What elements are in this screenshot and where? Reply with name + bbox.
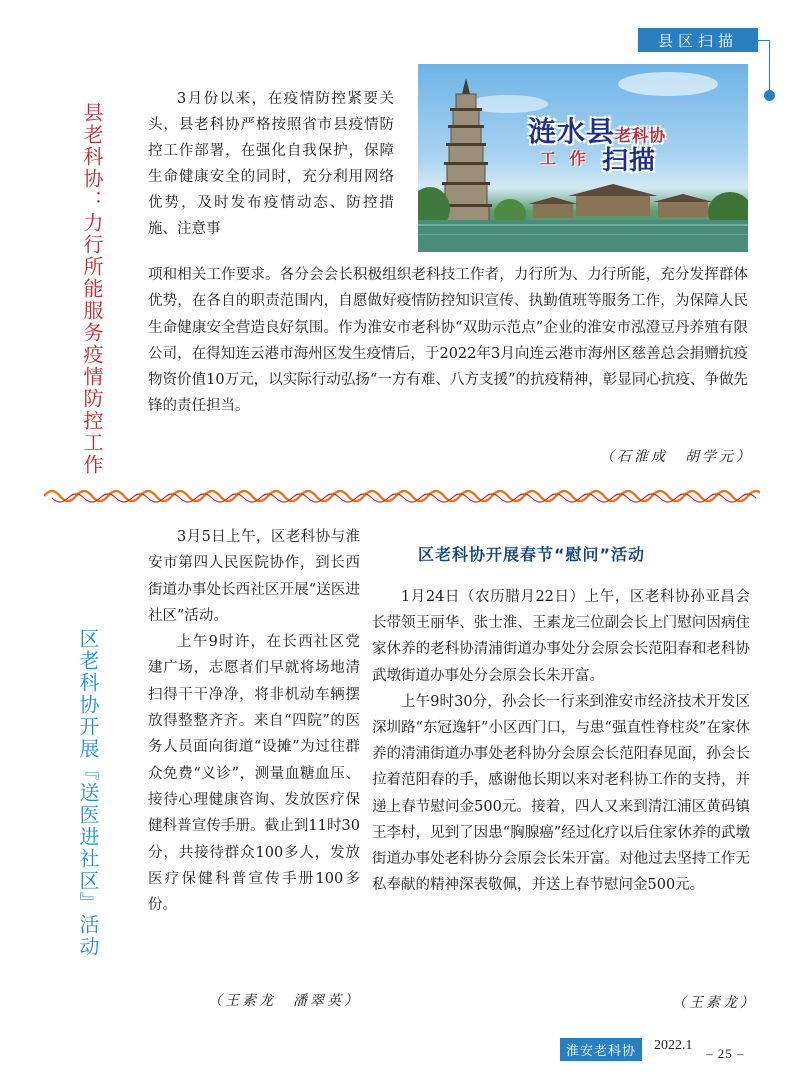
footer-page-number: – 25 – (706, 1046, 745, 1061)
article3-title: 区老科协开展春节“慰问”活动 (418, 545, 646, 564)
article3-byline: （王素龙） (672, 995, 757, 1011)
article2-body (148, 524, 360, 918)
footer-issue: 2022.1 (654, 1038, 693, 1053)
article3-paragraph-2: 上午9时30分，孙会长一行来到淮安市经济技术开发区深圳路“东冠逸轩”小区西门口，与患“强直性脊柱炎”在家休养的清浦街道办事处老科协分会原会长范阳春见面，孙会长拉着范阳春的手，感谢他长期以来对老科协工作的支持，并递上春节慰问金500元。接着，四人又来到清江浦区黄码镇王李村，见到了因患“胸腺癌”经过化疗以后住家休养的武墩街道办事处老科协分会原会长朱开富。对他过去坚持工作无私奉献的精神深表敬佩，并送上春节慰问金500元。 (372, 693, 750, 894)
article2-vertical-title: 区老科协开展『送医进社区』活动 (76, 628, 100, 958)
pagoda-photo (418, 64, 748, 252)
photo-title-main: 涟水县 (528, 115, 616, 148)
article3-body (372, 584, 750, 898)
article1-paragraph-start: 3月份以来，在疫情防控紧要关头，县老科协严格按照省市县疫情防控工作部署，在强化自我保护，保障生命健康安全的同时，充分利用网络优势，及时发布疫情动态、防控措施、注意事 (148, 91, 394, 237)
footer-magazine-name: 淮安老科协 (560, 1038, 642, 1061)
article2-paragraph-1: 3月5日上午，区老科协与淮安市第四人民医院协作，到长西街道办事处长西社区开展“送医进社区”活动。 (148, 529, 360, 624)
photo-title-small: 老科协 (615, 126, 667, 145)
article2-paragraph-2: 上午9时许，在长西社区党建广场，志愿者们早就将场地清扫得干干净净，将非机动车辆摆放得整整齐齐。来自“四院”的医务人员面向街道“设摊”为过往群众免费“义诊”，测量血糖血压、接待心理健康咨询、发放医疗保健科普宣传手册。截止到11时30分，共接待群众100多人，发放医疗保健科普宣传手册100多份。 (148, 634, 360, 914)
tag-vertical-line (769, 40, 770, 96)
photo-subtitle-small: 工 作 (540, 149, 590, 168)
tag-dot (764, 90, 775, 101)
photo-subtitle-main: 扫描 (602, 146, 657, 176)
wave-divider (44, 484, 760, 508)
article1-vertical-title: 县老科协：力行所能服务疫情防控工作 (80, 102, 104, 476)
article1-paragraph-continued: 项和相关工作要求。各分会会长积极组织老科技工作者，力行所为、力行所能，充分发挥群体优势，在各自的职责范围内，自愿做好疫情防控知识宣传、执勤值班等服务工作，为保障人民生命健康安全营造良好氛围。作为淮安市老科协“双助示范点”企业的淮安市泓澄豆丹养殖有限公司，在得知连云港市海州区发生疫情后，于2022年3月向连云港市海州区慈善总会捐赠抗疫物资价值10万元，以实际行动弘扬“一方有难、八方支援”的抗疫精神，彰显同心抗疫、争做先锋的责任担当。 (148, 267, 748, 415)
article1-byline: （石淮成 胡学元） (600, 449, 753, 465)
section-tag: 县区扫描 (638, 28, 758, 52)
article3-paragraph-1: 1月24日（农历腊月22日）上午，区老科协孙亚昌会长带领王丽华、张士淮、王素龙三位副会长上门慰问因病住家休养的老科协清浦街道办事处分会原会长范阳春和老科协武墩街道办事处分会原会长朱开富。 (372, 589, 750, 684)
article2-byline: （王素龙 潘翠英） (208, 993, 361, 1009)
